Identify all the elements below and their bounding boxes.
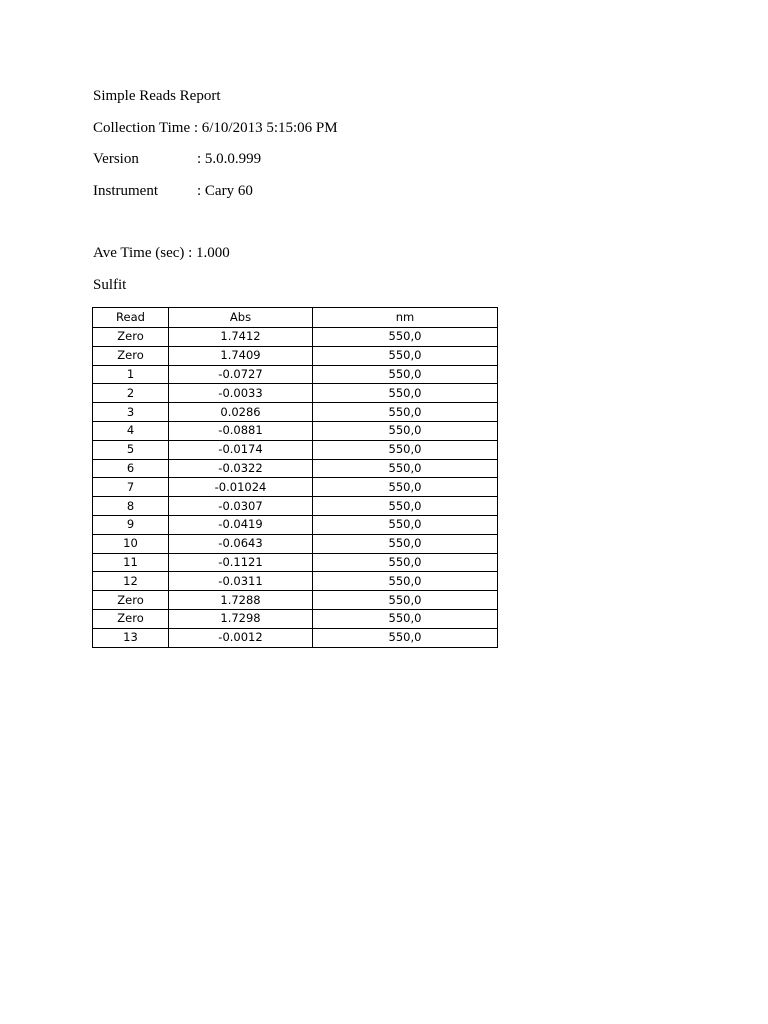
abs-cell: 1.7288 — [169, 591, 313, 610]
report-title: Simple Reads Report — [93, 88, 221, 104]
nm-cell: 550,0 — [313, 534, 498, 553]
abs-cell: 0.0286 — [169, 403, 313, 422]
table-row — [93, 515, 498, 534]
nm-cell: 550,0 — [313, 478, 498, 497]
table-row — [93, 328, 498, 347]
abs-cell: -0.0311 — [169, 572, 313, 591]
abs-cell: 1.7409 — [169, 346, 313, 365]
nm-cell: 550,0 — [313, 440, 498, 459]
table-row — [93, 478, 498, 497]
version-value: : 5.0.0.999 — [197, 151, 262, 167]
collection-time: Collection Time : 6/10/2013 5:15:06 PM — [93, 120, 338, 136]
table-row — [93, 591, 498, 610]
read-cell: 12 — [93, 572, 169, 591]
table-row — [93, 609, 498, 628]
read-cell: 5 — [93, 440, 169, 459]
instrument-value: : Cary 60 — [197, 183, 253, 199]
abs-cell: -0.0307 — [169, 497, 313, 516]
read-cell: 9 — [93, 515, 169, 534]
read-cell: 11 — [93, 553, 169, 572]
nm-cell: 550,0 — [313, 572, 498, 591]
table-row — [93, 572, 498, 591]
read-cell: 1 — [93, 365, 169, 384]
read-cell: 10 — [93, 534, 169, 553]
abs-cell: 1.7412 — [169, 328, 313, 347]
abs-cell: -0.0643 — [169, 534, 313, 553]
nm-cell: 550,0 — [313, 403, 498, 422]
header-read: Read — [93, 308, 169, 328]
table-row — [93, 497, 498, 516]
table-row — [93, 365, 498, 384]
version-line — [93, 150, 261, 168]
table-row — [93, 459, 498, 478]
table-row — [93, 403, 498, 422]
nm-cell: 550,0 — [313, 628, 498, 647]
read-cell: 7 — [93, 478, 169, 497]
read-cell: 3 — [93, 403, 169, 422]
read-cell: 8 — [93, 497, 169, 516]
nm-cell: 550,0 — [313, 384, 498, 403]
nm-cell: 550,0 — [313, 346, 498, 365]
read-cell: Zero — [93, 609, 169, 628]
header-nm: nm — [313, 308, 498, 328]
nm-cell: 550,0 — [313, 553, 498, 572]
nm-cell: 550,0 — [313, 459, 498, 478]
read-cell: 4 — [93, 421, 169, 440]
abs-cell: -0.0419 — [169, 515, 313, 534]
nm-cell: 550,0 — [313, 421, 498, 440]
reads-table — [92, 307, 498, 648]
abs-cell: -0.0174 — [169, 440, 313, 459]
table-row — [93, 346, 498, 365]
abs-cell: -0.0881 — [169, 421, 313, 440]
read-cell: Zero — [93, 591, 169, 610]
table-row — [93, 384, 498, 403]
instrument-label: Instrument — [93, 183, 158, 199]
nm-cell: 550,0 — [313, 365, 498, 384]
table-row — [93, 553, 498, 572]
read-cell: Zero — [93, 346, 169, 365]
nm-cell: 550,0 — [313, 609, 498, 628]
abs-cell: -0.1121 — [169, 553, 313, 572]
abs-cell: -0.0322 — [169, 459, 313, 478]
reads-table-body — [93, 328, 498, 648]
table-header-row — [93, 308, 498, 328]
table-row — [93, 440, 498, 459]
nm-cell: 550,0 — [313, 497, 498, 516]
read-cell: 6 — [93, 459, 169, 478]
abs-cell: -0.0727 — [169, 365, 313, 384]
sample-name: Sulfit — [93, 277, 127, 293]
abs-cell: -0.0033 — [169, 384, 313, 403]
table-row — [93, 534, 498, 553]
read-cell: Zero — [93, 328, 169, 347]
abs-cell: 1.7298 — [169, 609, 313, 628]
read-cell: 2 — [93, 384, 169, 403]
nm-cell: 550,0 — [313, 515, 498, 534]
ave-time: Ave Time (sec) : 1.000 — [93, 245, 230, 261]
abs-cell: -0.0012 — [169, 628, 313, 647]
table-row — [93, 421, 498, 440]
version-label: Version — [93, 151, 139, 167]
table-row — [93, 628, 498, 647]
header-abs: Abs — [169, 308, 313, 328]
nm-cell: 550,0 — [313, 591, 498, 610]
abs-cell: -0.01024 — [169, 478, 313, 497]
read-cell: 13 — [93, 628, 169, 647]
nm-cell: 550,0 — [313, 328, 498, 347]
instrument-line — [93, 182, 253, 200]
